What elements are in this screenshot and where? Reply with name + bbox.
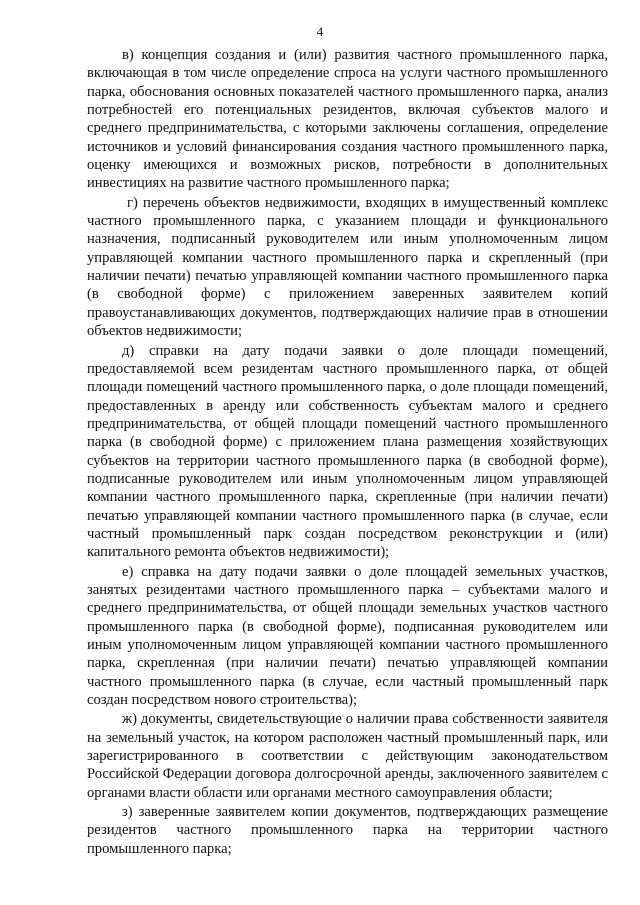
document-body [87,46,608,858]
paragraph-e: е) справка на дату подачи заявки о доле площадей земельных участков, занятых резидентами частного промышленного парка – субъектами малого и среднего предпринимательства, от общей площади земельных участков частного промышленного парка (в свободной форме), подписанная руководителем или иным уполномоченным лицом управляющей компании частного промышленного парка, скрепленная (при наличии печати) печатью управляющей компании частного промышленного парка (в случае, если частный промышленный парк создан посредством нового строительства); [87,563,608,709]
paragraph-g: г) перечень объектов недвижимости, входящих в имущественный комплекс частного промышленного парка, с указанием площади и функционального назначения, подписанный руководителем или иным уполномоченным лицом управляющей компании частного промышленного парка и скрепленный (при наличии печати) печатью управляющей компании частного промышленного парка (в свободной форме) с приложением заверенных заявителем копий правоустанавливающих документов, подтверждающих наличие прав в отношении объектов недвижимости; [87,194,608,340]
paragraph-v: в) концепция создания и (или) развития частного промышленного парка, включающая в том числе определение спроса на услуги частного промышленного парка, обоснования основных показателей частного промышленного парка, анализ потребностей его потенциальных резидентов, включая субъектов малого и среднего предпринимательства, с которыми заключены соглашения, определение источников и условий финансирования создания частного промышленного парка, оценку имеющихся и возможных рисков, потребности в дополнительных инвестициях на развитие частного промышленного парка; [87,47,608,192]
page-number: 4 [316,24,324,39]
paragraph-z: з) заверенные заявителем копии документов, подтверждающих размещение резидентов частного промышленного парка на территории частного промышленного парка; [87,804,608,857]
paragraph-d: д) справки на дату подачи заявки о доле площади помещений, предоставляемой всем резидентам частного промышленного парка, от общей площади помещений частного промышленного парка, о доле площади помещений, предоставленных в аренду или собственность субъектам малого и среднего предпринимательства, от общей площади помещений частного промышленного парка (в свободной форме) с приложением плана размещения хозяйствующих субъектов на территории частного промышленного парка (в свободной форме), подписанные руководителем или иным уполномоченным лицом управляющей компании частного промышленного парка, скрепленные (при наличии печати) печатью управляющей компании частного промышленного парка (в случае, если частный промышленный парк создан посредством реконструкции и (или) капитального ремонта объектов недвижимости); [87,342,608,561]
paragraph-zh: ж) документы, свидетельствующие о наличии права собственности заявителя на земельный участок, на котором расположен частный промышленный парк, или зарегистрированного в соответствии с действующим законодательством Российской Федерации договора долгосрочной аренды, заключенного заявителем с органами власти области или органами местного самоуправления области; [87,711,608,801]
